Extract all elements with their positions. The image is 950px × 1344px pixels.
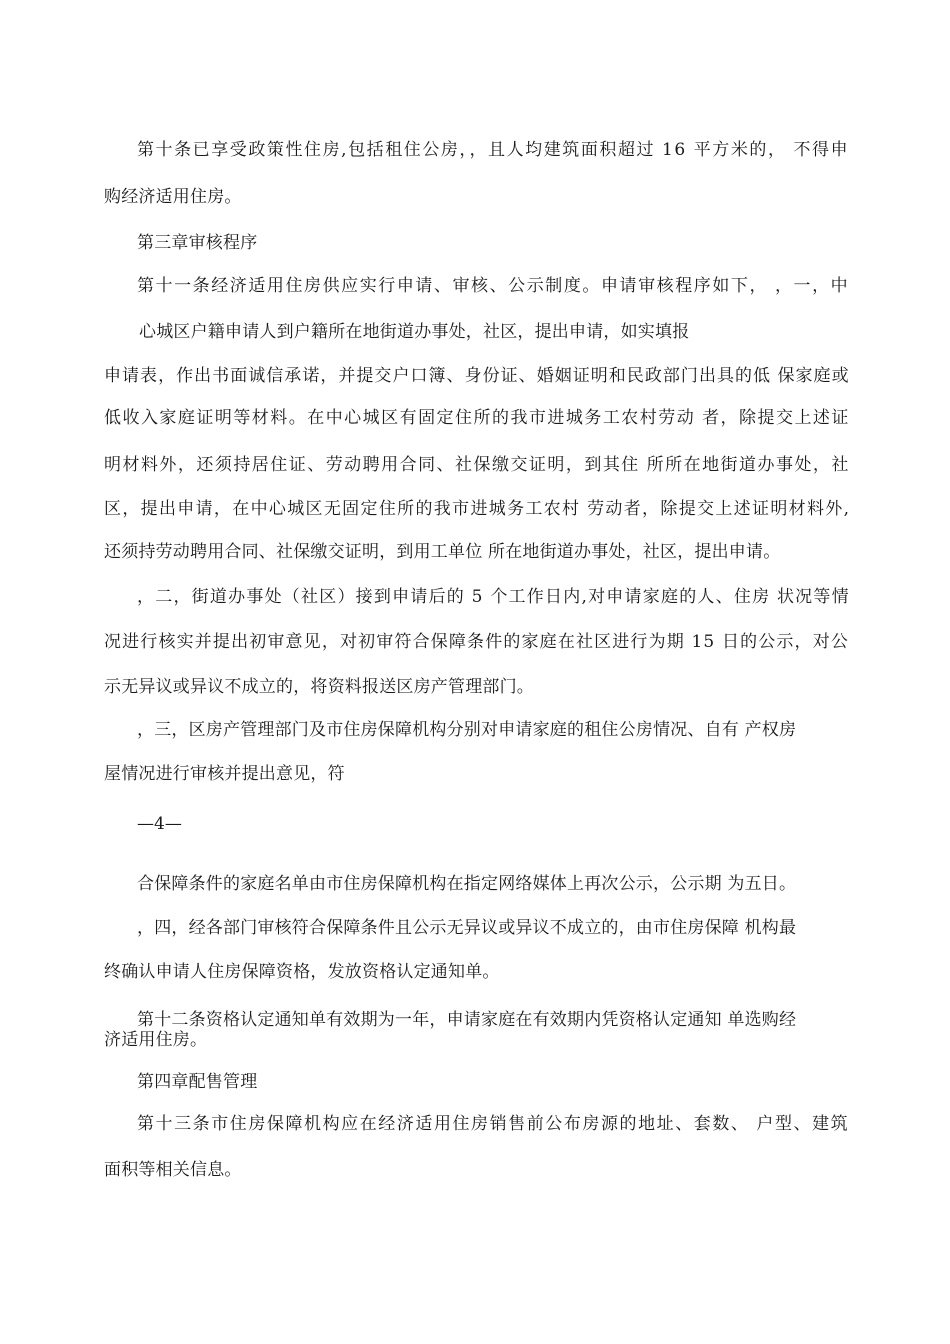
text-line: 况进行核实并提出初审意见，对初审符合保障条件的家庭在社区进行为期 15 日的公示，对公 (104, 632, 850, 652)
text-line: 心城区户籍申请人到户籍所在地街道办事处，社区，提出申请，如实填报 (139, 322, 690, 342)
text-line: 还须持劳动聘用合同、社保缴交证明，到用工单位 所在地街道办事处，社区，提出申请。 (104, 542, 781, 562)
text-line: 第十三条市住房保障机构应在经济适用住房销售前公布房源的地址、套数、 户型、建筑 (137, 1114, 850, 1134)
text-line: 第十条已享受政策性住房,包括租住公房，，且人均建筑面积超过 16 平方米的， 不得申 (137, 140, 850, 160)
text-line: 屋情况进行审核并提出意见，符 (104, 764, 345, 784)
text-line: 第十一条经济适用住房供应实行申请、审核、公示制度。申请审核程序如下， ，一，中 (137, 276, 850, 296)
text-line: 合保障条件的家庭名单由市住房保障机构在指定网络媒体上再次公示，公示期 为五日。 (137, 874, 797, 894)
text-line: 示无异议或异议不成立的，将资料报送区房产管理部门。 (104, 677, 534, 697)
text-line: ，二，街道办事处（社区）接到申请后的 5 个工作日内,对申请家庭的人、住房 状况等情 (137, 587, 850, 607)
text-line: 申请表，作出书面诚信承诺，并提交户口簿、身份证、婚姻证明和民政部门出具的低 保家庭或 (104, 366, 850, 386)
chapter-heading: 第三章审核程序 (137, 233, 258, 253)
text-line: 低收入家庭证明等材料。在中心城区有固定住所的我市进城务工农村劳动 者，除提交上述证 (104, 408, 850, 428)
text-line: ，三，区房产管理部门及市住房保障机构分别对申请家庭的租住公房情况、自有 产权房 (137, 720, 797, 740)
page-number: —4— (137, 814, 182, 834)
text-line: 济适用住房。 (104, 1030, 208, 1050)
text-line: 第十二条资格认定通知单有效期为一年，申请家庭在有效期内凭资格认定通知 单选购经 (137, 1010, 797, 1030)
text-line: 明材料外，还须持居住证、劳动聘用合同、社保缴交证明，到其住 所所在地街道办事处，社 (104, 455, 850, 475)
text-line: 面积等相关信息。 (104, 1160, 242, 1180)
chapter-heading: 第四章配售管理 (137, 1072, 258, 1092)
text-line: 购经济适用住房。 (104, 187, 242, 207)
text-line: ，四，经各部门审核符合保障条件且公示无异议或异议不成立的，由市住房保障 机构最 (137, 918, 797, 938)
text-line: 终确认申请人住房保障资格，发放资格认定通知单。 (104, 962, 500, 982)
text-line: 区，提出申请，在中心城区无固定住所的我市进城务工农村 劳动者，除提交上述证明材料外, (104, 499, 851, 519)
